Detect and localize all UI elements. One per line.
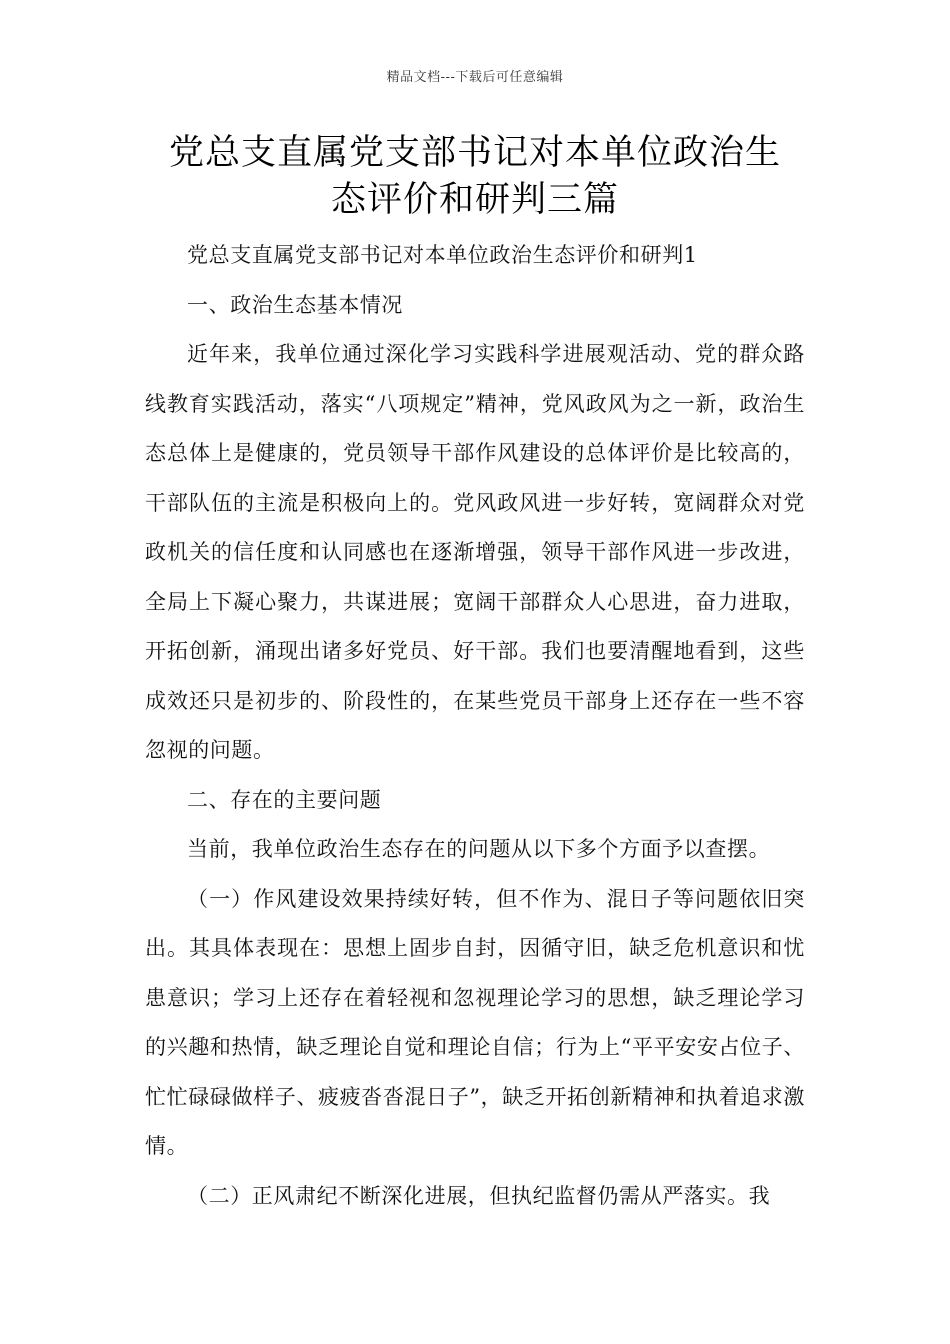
document-title <box>145 130 805 224</box>
title-line-2: 态评价和研判三篇 <box>330 180 619 220</box>
body-paragraph: 当前，我单位政治生态存在的问题从以下多个方面予以查摆。 <box>187 837 771 861</box>
section-heading-1: 一、政治生态基本情况 <box>187 292 403 317</box>
page-header-note: 精品文档---下载后可任意编辑 <box>386 70 564 85</box>
document-body <box>145 231 805 1221</box>
body-paragraph: 近年来，我单位通过深化学习实践科学进展观活动、党的群众路线教育实践活动，落实“八项规定”精神，党风政风为之一新，政治生态总体上是健康的，党员领导干部作风建设的总体评价是比较高的，干部队伍的主流是积极向上的。党风政风进一步好转，宽阔群众对党政机关的信任度和认同感也在逐渐增强，领导干部作风进一步改进，全局上下凝心聚力，共谋进展；宽阔干部群众人心思进，奋力进取，开拓创新，涌现出诸多好党员、好干部。我们也要清醒地看到，这些成效还只是初步的、阶段性的，在某些党员干部身上还存在一些不容忽视的问题。 <box>145 342 805 762</box>
body-paragraph: （二）正风肃纪不断深化进展，但执纪监督仍需从严落实。我 <box>187 1183 771 1208</box>
section-heading-2: 二、存在的主要问题 <box>187 787 382 812</box>
subtitle-paragraph: 党总支直属党支部书记对本单位政治生态评价和研判1 <box>187 243 698 267</box>
body-paragraph: （一）作风建设效果持续好转，但不作为、混日子等问题依旧突出。其具体表现在：思想上固步自封，因循守旧，缺乏危机意识和忧患意识；学习上还存在着轻视和忽视理论学习的思想，缺乏理论学习的兴趣和热情，缺乏理论自觉和理论自信；行为上“平平安安占位子、忙忙碌碌做样子、疲疲沓沓混日子”，缺乏开拓创新精神和执着追求激情。 <box>145 886 805 1158</box>
title-line-1: 党总支直属党支部书记对本单位政治生 <box>168 133 781 173</box>
